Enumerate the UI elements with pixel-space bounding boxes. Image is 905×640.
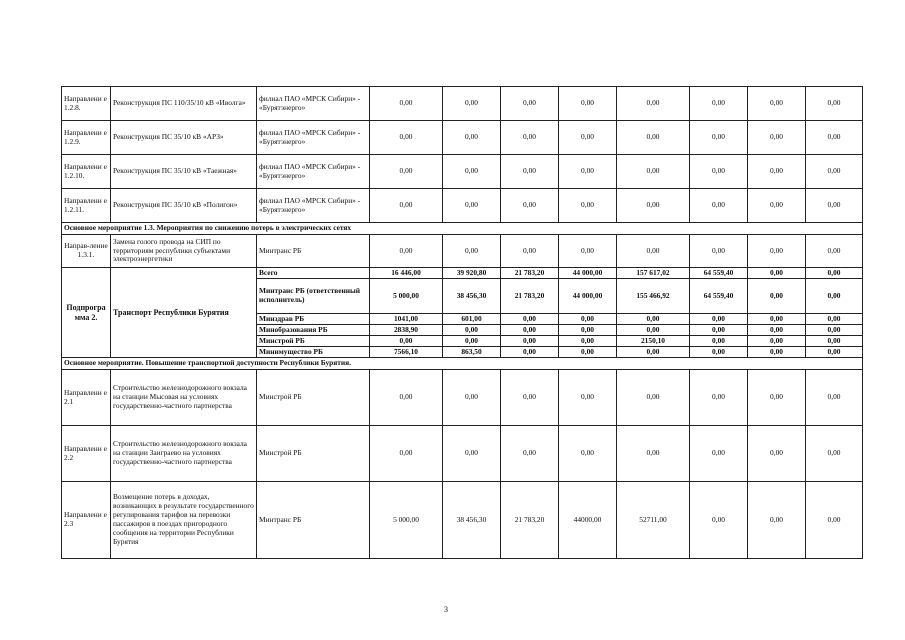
- table-row: [62, 482, 863, 559]
- value-cell: 0,00: [370, 426, 443, 482]
- value-cell: 52711,00: [617, 482, 690, 559]
- direction-cell: Направлени е 2.2: [62, 426, 111, 482]
- value-cell: 0,00: [690, 314, 748, 325]
- value-cell: 2838,90: [370, 325, 443, 336]
- value-cell: 0,00: [559, 121, 617, 155]
- value-cell: 0,00: [617, 189, 690, 223]
- value-cell: 0,00: [559, 426, 617, 482]
- measure-name-cell: Возмещение потерь в доходах, возникающих в результате государственного регулирования тарифов на перевозки пассажиров в поездах пригородного сообщения на территории Республики Бурятия: [111, 482, 257, 559]
- value-cell: 0,00: [443, 87, 501, 121]
- value-cell: 0,00: [690, 87, 748, 121]
- value-cell: 0,00: [559, 370, 617, 426]
- executor-cell: Минстрой РБ: [257, 426, 370, 482]
- table-row: [62, 189, 863, 223]
- value-cell: 0,00: [806, 426, 863, 482]
- direction-cell: Направлени е 2.3: [62, 482, 111, 559]
- value-cell: 0,00: [806, 482, 863, 559]
- measure-name-cell: Замена голого провода на СИП по территориям республики субъектами электроэнергетики: [111, 235, 257, 268]
- value-cell: 0,00: [370, 155, 443, 189]
- measure-name-cell: Реконструкция ПС 35/10 кВ «Полигон»: [111, 189, 257, 223]
- program-funding-table: [61, 86, 863, 559]
- value-cell: 0,00: [748, 426, 806, 482]
- value-cell: 0,00: [748, 235, 806, 268]
- value-cell: 0,00: [559, 314, 617, 325]
- value-cell: 64 559,40: [690, 279, 748, 314]
- executor-cell: филиал ПАО «МРСК Сибири» - «Бурятэнерго»: [257, 121, 370, 155]
- section-header-row: [62, 223, 863, 235]
- value-cell: 0,00: [806, 347, 863, 358]
- value-cell: 0,00: [806, 121, 863, 155]
- value-cell: 21 783,20: [501, 268, 559, 279]
- value-cell: 0,00: [370, 189, 443, 223]
- value-cell: 0,00: [370, 336, 443, 347]
- value-cell: 2150,10: [617, 336, 690, 347]
- value-cell: 0,00: [370, 87, 443, 121]
- table-row: [62, 235, 863, 268]
- subprogram-row: [62, 268, 863, 279]
- executor-cell: Минтранс РБ: [257, 235, 370, 268]
- executor-cell: Минимущество РБ: [257, 347, 370, 358]
- value-cell: 0,00: [501, 336, 559, 347]
- value-cell: 0,00: [559, 235, 617, 268]
- section-heading: Основное мероприятие 1.3. Мероприятия по снижению потерь в электрических сетях: [62, 223, 863, 235]
- value-cell: 0,00: [806, 370, 863, 426]
- value-cell: 0,00: [617, 370, 690, 426]
- value-cell: 0,00: [559, 347, 617, 358]
- direction-cell: Направ-ление 1.3.1.: [62, 235, 111, 268]
- direction-cell: Направлени е 1.2.8.: [62, 87, 111, 121]
- executor-cell: филиал ПАО «МРСК Сибири» - «Бурятэнерго»: [257, 189, 370, 223]
- value-cell: 21 783,20: [501, 482, 559, 559]
- executor-cell: Минобразования РБ: [257, 325, 370, 336]
- value-cell: 0,00: [806, 279, 863, 314]
- direction-cell: Направлени е 1.2.11.: [62, 189, 111, 223]
- value-cell: 64 559,40: [690, 268, 748, 279]
- table-row: [62, 370, 863, 426]
- executor-cell: Минстрой РБ: [257, 336, 370, 347]
- value-cell: 0,00: [690, 336, 748, 347]
- value-cell: 0,00: [370, 370, 443, 426]
- value-cell: 0,00: [501, 189, 559, 223]
- section-heading: Основное мероприятие. Повышение транспортной доступности Республики Бурятия.: [62, 358, 863, 370]
- measure-name-cell: Строительство железнодорожного вокзала на станции Мысовая на условиях государственно-частного партнерства: [111, 370, 257, 426]
- value-cell: 0,00: [501, 121, 559, 155]
- value-cell: 0,00: [617, 155, 690, 189]
- value-cell: 0,00: [501, 347, 559, 358]
- value-cell: 0,00: [690, 370, 748, 426]
- value-cell: 44 000,00: [559, 268, 617, 279]
- value-cell: 21 783,20: [501, 279, 559, 314]
- value-cell: 0,00: [748, 370, 806, 426]
- value-cell: 0,00: [443, 189, 501, 223]
- value-cell: 0,00: [617, 235, 690, 268]
- subprogram-number: Подпрогра мма 2.: [62, 268, 111, 358]
- executor-cell: Минтранс РБ: [257, 482, 370, 559]
- value-cell: 0,00: [806, 268, 863, 279]
- executor-cell: филиал ПАО «МРСК Сибири» - «Бурятэнерго»: [257, 87, 370, 121]
- value-cell: 0,00: [748, 121, 806, 155]
- value-cell: 0,00: [559, 155, 617, 189]
- value-cell: 0,00: [443, 426, 501, 482]
- executor-cell: Минстрой РБ: [257, 370, 370, 426]
- value-cell: 0,00: [748, 314, 806, 325]
- table-body: [62, 87, 863, 559]
- value-cell: 0,00: [748, 87, 806, 121]
- value-cell: 0,00: [748, 325, 806, 336]
- value-cell: 0,00: [690, 347, 748, 358]
- direction-cell: Направлени е 1.2.10.: [62, 155, 111, 189]
- value-cell: 0,00: [501, 426, 559, 482]
- value-cell: 0,00: [559, 189, 617, 223]
- value-cell: 0,00: [806, 155, 863, 189]
- direction-cell: Направлени е 2.1: [62, 370, 111, 426]
- value-cell: 155 466,92: [617, 279, 690, 314]
- value-cell: 0,00: [806, 235, 863, 268]
- value-cell: 0,00: [617, 87, 690, 121]
- value-cell: 0,00: [690, 121, 748, 155]
- value-cell: 39 920,80: [443, 268, 501, 279]
- value-cell: 0,00: [501, 235, 559, 268]
- value-cell: 0,00: [748, 279, 806, 314]
- value-cell: 0,00: [617, 426, 690, 482]
- value-cell: 0,00: [690, 235, 748, 268]
- value-cell: 0,00: [443, 336, 501, 347]
- value-cell: 0,00: [806, 87, 863, 121]
- value-cell: 0,00: [443, 325, 501, 336]
- value-cell: 44 000,00: [559, 279, 617, 314]
- table-row: [62, 87, 863, 121]
- value-cell: 0,00: [559, 336, 617, 347]
- executor-cell: Минздрав РБ: [257, 314, 370, 325]
- executor-cell: Всего: [257, 268, 370, 279]
- value-cell: 0,00: [559, 325, 617, 336]
- value-cell: 0,00: [501, 325, 559, 336]
- value-cell: 0,00: [617, 347, 690, 358]
- value-cell: 1041,00: [370, 314, 443, 325]
- value-cell: 0,00: [443, 235, 501, 268]
- value-cell: 16 446,00: [370, 268, 443, 279]
- value-cell: 0,00: [806, 189, 863, 223]
- value-cell: 7566,10: [370, 347, 443, 358]
- value-cell: 0,00: [443, 370, 501, 426]
- value-cell: 0,00: [748, 189, 806, 223]
- value-cell: 0,00: [748, 336, 806, 347]
- executor-cell: филиал ПАО «МРСК Сибири» - «Бурятэнерго»: [257, 155, 370, 189]
- measure-name-cell: Строительство железнодорожного вокзала на станции Заиграево на условиях государственно-частного партнерства: [111, 426, 257, 482]
- value-cell: 0,00: [443, 155, 501, 189]
- value-cell: 0,00: [501, 87, 559, 121]
- value-cell: 0,00: [617, 314, 690, 325]
- value-cell: 0,00: [559, 87, 617, 121]
- value-cell: 0,00: [370, 235, 443, 268]
- value-cell: 38 456,30: [443, 279, 501, 314]
- value-cell: 0,00: [690, 325, 748, 336]
- value-cell: 0,00: [748, 268, 806, 279]
- value-cell: 0,00: [370, 121, 443, 155]
- value-cell: 0,00: [690, 482, 748, 559]
- executor-cell: Минтранс РБ (ответственный исполнитель): [257, 279, 370, 314]
- value-cell: 38 456,30: [443, 482, 501, 559]
- table-row: [62, 121, 863, 155]
- value-cell: 0,00: [748, 155, 806, 189]
- measure-name-cell: Реконструкция ПС 35/10 кВ «Таежная»: [111, 155, 257, 189]
- page-number: 3: [444, 605, 448, 614]
- subprogram-name: Транспорт Республики Бурятия: [111, 268, 257, 358]
- value-cell: 0,00: [501, 155, 559, 189]
- measure-name-cell: Реконструкция ПС 110/35/10 кВ «Иволга»: [111, 87, 257, 121]
- value-cell: 0,00: [501, 370, 559, 426]
- value-cell: 601,00: [443, 314, 501, 325]
- value-cell: 0,00: [806, 336, 863, 347]
- value-cell: 157 617,02: [617, 268, 690, 279]
- value-cell: 0,00: [501, 314, 559, 325]
- table-row: [62, 155, 863, 189]
- value-cell: 0,00: [617, 121, 690, 155]
- measure-name-cell: Реконструкция ПС 35/10 кВ «АРЗ»: [111, 121, 257, 155]
- value-cell: 0,00: [748, 482, 806, 559]
- table-row: [62, 426, 863, 482]
- value-cell: 0,00: [690, 426, 748, 482]
- value-cell: 44000,00: [559, 482, 617, 559]
- value-cell: 0,00: [690, 155, 748, 189]
- value-cell: 0,00: [806, 314, 863, 325]
- value-cell: 0,00: [806, 325, 863, 336]
- section-header-row: [62, 358, 863, 370]
- value-cell: 863,50: [443, 347, 501, 358]
- value-cell: 0,00: [748, 347, 806, 358]
- value-cell: 5 000,00: [370, 279, 443, 314]
- value-cell: 0,00: [443, 121, 501, 155]
- direction-cell: Направлени е 1.2.9.: [62, 121, 111, 155]
- value-cell: 0,00: [617, 325, 690, 336]
- value-cell: 5 000,00: [370, 482, 443, 559]
- value-cell: 0,00: [690, 189, 748, 223]
